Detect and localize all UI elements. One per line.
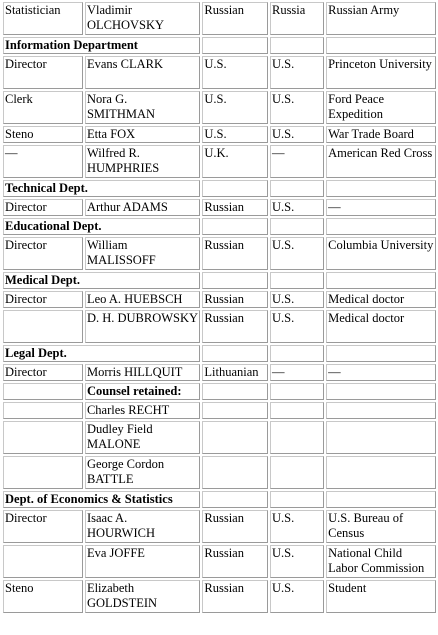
nationality-cell: U.S.	[202, 126, 268, 143]
section-heading: Information Department	[3, 37, 200, 54]
table-row	[3, 145, 436, 178]
background-cell: National Child Labor Commission	[326, 545, 436, 578]
table-row	[3, 383, 436, 400]
name-cell: Vladimir OLCHOVSKY	[85, 2, 200, 35]
position-cell: Director	[3, 510, 83, 543]
citizenship-cell: —	[270, 145, 324, 178]
position-cell	[3, 402, 83, 419]
background-cell	[326, 456, 436, 489]
name-cell: D. H. DUBROWSKY	[85, 310, 200, 343]
name-cell: Arthur ADAMS	[85, 199, 200, 216]
background-cell	[326, 383, 436, 400]
section-heading: Educational Dept.	[3, 218, 200, 235]
table-row	[3, 421, 436, 454]
empty-cell	[270, 345, 324, 362]
table-row	[3, 456, 436, 489]
position-cell	[3, 383, 83, 400]
citizenship-cell: U.S.	[270, 310, 324, 343]
section-row	[3, 37, 436, 54]
empty-cell	[326, 37, 436, 54]
citizenship-cell: U.S.	[270, 510, 324, 543]
background-cell: U.S. Bureau of Census	[326, 510, 436, 543]
table-row	[3, 402, 436, 419]
citizenship-cell: U.S.	[270, 126, 324, 143]
position-cell: Director	[3, 56, 83, 89]
empty-cell	[202, 345, 268, 362]
position-cell: Steno	[3, 126, 83, 143]
section-row	[3, 491, 436, 508]
nationality-cell: Russian	[202, 580, 268, 613]
empty-cell	[270, 491, 324, 508]
table-row	[3, 580, 436, 613]
citizenship-cell: U.S.	[270, 545, 324, 578]
section-heading: Medical Dept.	[3, 272, 200, 289]
position-cell: Director	[3, 364, 83, 381]
table-row	[3, 199, 436, 216]
citizenship-cell	[270, 456, 324, 489]
nationality-cell	[202, 421, 268, 454]
citizenship-cell: U.S.	[270, 291, 324, 308]
position-cell: Clerk	[3, 91, 83, 124]
background-cell: —	[326, 364, 436, 381]
citizenship-cell	[270, 402, 324, 419]
position-cell: Steno	[3, 580, 83, 613]
empty-cell	[202, 218, 268, 235]
section-row	[3, 180, 436, 197]
name-cell: Counsel retained:	[85, 383, 200, 400]
citizenship-cell: U.S.	[270, 199, 324, 216]
section-heading: Technical Dept.	[3, 180, 200, 197]
table-row	[3, 91, 436, 124]
position-cell	[3, 456, 83, 489]
background-cell: Student	[326, 580, 436, 613]
empty-cell	[270, 272, 324, 289]
name-cell: Isaac A. HOURWICH	[85, 510, 200, 543]
empty-cell	[270, 37, 324, 54]
table-row	[3, 545, 436, 578]
background-cell: Medical doctor	[326, 291, 436, 308]
citizenship-cell	[270, 383, 324, 400]
table-row	[3, 237, 436, 270]
citizenship-cell	[270, 421, 324, 454]
nationality-cell: Lithuanian	[202, 364, 268, 381]
name-cell: William MALISSOFF	[85, 237, 200, 270]
empty-cell	[326, 345, 436, 362]
background-cell: Ford Peace Expedition	[326, 91, 436, 124]
background-cell: Medical doctor	[326, 310, 436, 343]
background-cell: Russian Army	[326, 2, 436, 35]
table-row	[3, 56, 436, 89]
citizenship-cell: U.S.	[270, 91, 324, 124]
position-cell: Statistician	[3, 2, 83, 35]
nationality-cell: U.S.	[202, 91, 268, 124]
table-row	[3, 364, 436, 381]
name-cell: Elizabeth GOLDSTEIN	[85, 580, 200, 613]
name-cell: Leo A. HUEBSCH	[85, 291, 200, 308]
background-cell: Princeton University	[326, 56, 436, 89]
position-cell: Director	[3, 199, 83, 216]
name-cell: Dudley Field MALONE	[85, 421, 200, 454]
position-cell	[3, 545, 83, 578]
name-cell: Etta FOX	[85, 126, 200, 143]
staff-table-body	[3, 2, 436, 613]
nationality-cell: Russian	[202, 199, 268, 216]
empty-cell	[326, 491, 436, 508]
empty-cell	[326, 180, 436, 197]
empty-cell	[270, 180, 324, 197]
position-cell	[3, 310, 83, 343]
staff-table	[1, 0, 438, 615]
empty-cell	[202, 491, 268, 508]
position-cell: Director	[3, 291, 83, 308]
nationality-cell: Russian	[202, 291, 268, 308]
empty-cell	[326, 218, 436, 235]
name-cell: George Cordon BATTLE	[85, 456, 200, 489]
section-row	[3, 272, 436, 289]
position-cell: Director	[3, 237, 83, 270]
name-cell: Nora G. SMITHMAN	[85, 91, 200, 124]
empty-cell	[202, 37, 268, 54]
nationality-cell: Russian	[202, 237, 268, 270]
name-cell: Eva JOFFE	[85, 545, 200, 578]
section-row	[3, 345, 436, 362]
table-row	[3, 126, 436, 143]
background-cell: War Trade Board	[326, 126, 436, 143]
background-cell	[326, 402, 436, 419]
background-cell: Columbia University	[326, 237, 436, 270]
nationality-cell: Russian	[202, 510, 268, 543]
empty-cell	[270, 218, 324, 235]
nationality-cell: Russian	[202, 310, 268, 343]
nationality-cell	[202, 383, 268, 400]
table-row	[3, 2, 436, 35]
nationality-cell	[202, 456, 268, 489]
section-row	[3, 218, 436, 235]
empty-cell	[326, 272, 436, 289]
name-cell: Charles RECHT	[85, 402, 200, 419]
section-heading: Legal Dept.	[3, 345, 200, 362]
table-row	[3, 291, 436, 308]
position-cell: —	[3, 145, 83, 178]
section-heading: Dept. of Economics & Statistics	[3, 491, 200, 508]
nationality-cell: U.S.	[202, 56, 268, 89]
nationality-cell: Russian	[202, 2, 268, 35]
citizenship-cell: U.S.	[270, 56, 324, 89]
citizenship-cell: U.S.	[270, 237, 324, 270]
background-cell	[326, 421, 436, 454]
table-row	[3, 510, 436, 543]
citizenship-cell: —	[270, 364, 324, 381]
table-row	[3, 310, 436, 343]
name-cell: Wilfred R. HUMPHRIES	[85, 145, 200, 178]
citizenship-cell: U.S.	[270, 580, 324, 613]
nationality-cell: Russian	[202, 545, 268, 578]
position-cell	[3, 421, 83, 454]
background-cell: American Red Cross	[326, 145, 436, 178]
background-cell: —	[326, 199, 436, 216]
empty-cell	[202, 272, 268, 289]
name-cell: Morris HILLQUIT	[85, 364, 200, 381]
empty-cell	[202, 180, 268, 197]
name-cell: Evans CLARK	[85, 56, 200, 89]
citizenship-cell: Russia	[270, 2, 324, 35]
nationality-cell	[202, 402, 268, 419]
nationality-cell: U.K.	[202, 145, 268, 178]
